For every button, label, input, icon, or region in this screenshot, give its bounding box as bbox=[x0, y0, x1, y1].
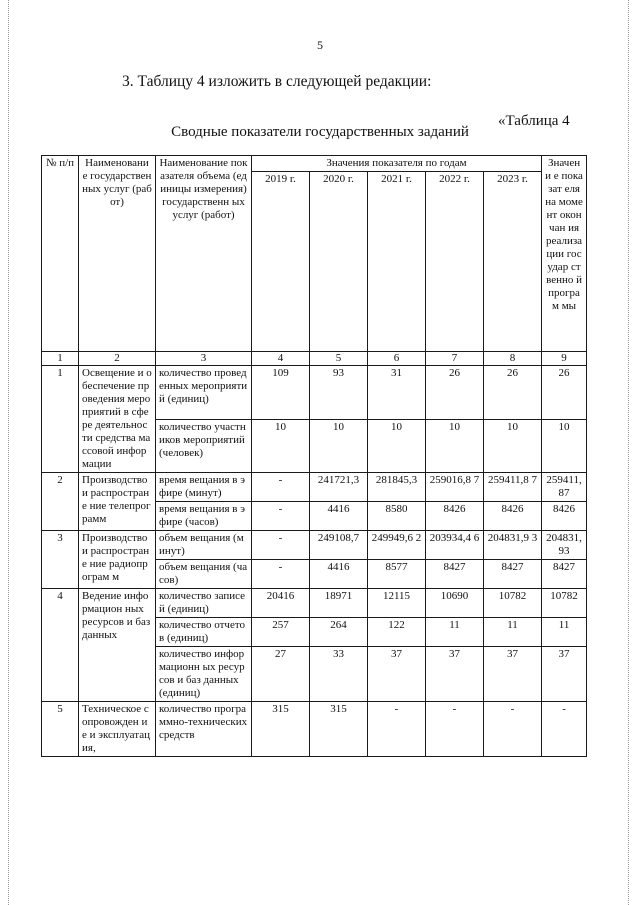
year-value-cell: - bbox=[252, 531, 310, 560]
year-value-cell: 8580 bbox=[368, 502, 426, 531]
indicator-name: объем вещания (минут) bbox=[156, 531, 252, 560]
year-value-cell: 10 bbox=[368, 419, 426, 473]
final-value-cell: 10782 bbox=[542, 589, 587, 618]
year-value-cell: 249108,7 bbox=[310, 531, 368, 560]
table-row bbox=[42, 366, 587, 420]
year-value-cell: 264 bbox=[310, 618, 368, 647]
year-value-cell: 37 bbox=[484, 647, 542, 702]
indicator-name: объем вещания (часов) bbox=[156, 560, 252, 589]
header-year: 2021 г. bbox=[368, 172, 426, 352]
year-value-cell: 93 bbox=[310, 366, 368, 420]
page-number: 5 bbox=[317, 38, 323, 52]
header-year: 2019 г. bbox=[252, 172, 310, 352]
year-value-cell: 315 bbox=[252, 702, 310, 757]
year-value-cell: 122 bbox=[368, 618, 426, 647]
year-value-cell: 8577 bbox=[368, 560, 426, 589]
final-value-cell: 204831, 93 bbox=[542, 531, 587, 560]
year-value-cell: 203934,4 6 bbox=[426, 531, 484, 560]
year-value-cell: 241721,3 bbox=[310, 473, 368, 502]
year-value-cell: 8426 bbox=[426, 502, 484, 531]
year-value-cell: 259411,8 7 bbox=[484, 473, 542, 502]
year-value-cell: 204831,9 3 bbox=[484, 531, 542, 560]
year-value-cell: - bbox=[252, 502, 310, 531]
final-value-cell: 259411, 87 bbox=[542, 473, 587, 502]
column-number: 9 bbox=[542, 352, 587, 366]
year-value-cell: 31 bbox=[368, 366, 426, 420]
year-value-cell: 8426 bbox=[484, 502, 542, 531]
final-value-cell: 37 bbox=[542, 647, 587, 702]
year-value-cell: 26 bbox=[426, 366, 484, 420]
indicator-name: время вещания в эфире (минут) bbox=[156, 473, 252, 502]
year-value-cell: 11 bbox=[426, 618, 484, 647]
table-body bbox=[42, 366, 587, 757]
final-value-cell: 26 bbox=[542, 366, 587, 420]
column-number: 3 bbox=[156, 352, 252, 366]
year-value-cell: 4416 bbox=[310, 560, 368, 589]
final-value-cell: 10 bbox=[542, 419, 587, 473]
year-value-cell: 10 bbox=[484, 419, 542, 473]
indicators-table bbox=[41, 155, 587, 757]
row-number: 5 bbox=[42, 702, 79, 757]
year-value-cell: 8427 bbox=[484, 560, 542, 589]
year-value-cell: 8427 bbox=[426, 560, 484, 589]
column-number-row bbox=[42, 352, 587, 366]
year-value-cell: 37 bbox=[368, 647, 426, 702]
header-num: № п/п bbox=[42, 156, 79, 352]
year-value-cell: - bbox=[484, 702, 542, 757]
indicator-name: количество информационн ых ресурсов и баз данных (единиц) bbox=[156, 647, 252, 702]
year-value-cell: 26 bbox=[484, 366, 542, 420]
row-number: 3 bbox=[42, 531, 79, 589]
column-number: 6 bbox=[368, 352, 426, 366]
column-number: 8 bbox=[484, 352, 542, 366]
column-number: 5 bbox=[310, 352, 368, 366]
final-value-cell: 8426 bbox=[542, 502, 587, 531]
year-value-cell: 249949,6 2 bbox=[368, 531, 426, 560]
year-value-cell: 259016,8 7 bbox=[426, 473, 484, 502]
year-value-cell: 109 bbox=[252, 366, 310, 420]
column-number: 4 bbox=[252, 352, 310, 366]
year-value-cell: - bbox=[252, 560, 310, 589]
row-number: 4 bbox=[42, 589, 79, 702]
year-value-cell: - bbox=[426, 702, 484, 757]
table-row bbox=[42, 702, 587, 757]
year-value-cell: 33 bbox=[310, 647, 368, 702]
year-value-cell: 4416 bbox=[310, 502, 368, 531]
column-number: 7 bbox=[426, 352, 484, 366]
year-value-cell: 20416 bbox=[252, 589, 310, 618]
service-name: Освещение и обеспечение проведения мероприятий в сфере деятельности средства массовой информации bbox=[79, 366, 156, 473]
header-final-value: Значени е показат еля на момент окончан ия реализа ции государ ственно й програм мы bbox=[542, 156, 587, 352]
year-value-cell: 37 bbox=[426, 647, 484, 702]
header-year: 2022 г. bbox=[426, 172, 484, 352]
indicator-name: количество программно-технических средств bbox=[156, 702, 252, 757]
service-name: Техническое сопровожден ие и эксплуатация, bbox=[79, 702, 156, 757]
year-value-cell: 10690 bbox=[426, 589, 484, 618]
row-number: 2 bbox=[42, 473, 79, 531]
year-value-cell: 27 bbox=[252, 647, 310, 702]
header-year: 2020 г. bbox=[310, 172, 368, 352]
indicator-name: количество проведенных мероприятий (единиц) bbox=[156, 366, 252, 420]
year-value-cell: 11 bbox=[484, 618, 542, 647]
table-row bbox=[42, 473, 587, 502]
indicator-name: количество записей (единиц) bbox=[156, 589, 252, 618]
year-value-cell: 315 bbox=[310, 702, 368, 757]
table-row bbox=[42, 531, 587, 560]
year-value-cell: 257 bbox=[252, 618, 310, 647]
header-indicator: Наименование показателя объема (единицы измерения) государственн ых услуг (работ) bbox=[156, 156, 252, 352]
year-value-cell: 18971 bbox=[310, 589, 368, 618]
table-title: Сводные показатели государственных заданий bbox=[171, 124, 469, 140]
indicator-name: количество участников мероприятий (человек) bbox=[156, 419, 252, 473]
header-year: 2023 г. bbox=[484, 172, 542, 352]
table-row bbox=[42, 589, 587, 618]
indicator-name: время вещания в эфире (часов) bbox=[156, 502, 252, 531]
year-value-cell: - bbox=[252, 473, 310, 502]
service-name: Производство и распростране ние телепрограмм bbox=[79, 473, 156, 531]
column-number: 2 bbox=[79, 352, 156, 366]
year-value-cell: 10 bbox=[426, 419, 484, 473]
table-label: «Таблица 4 bbox=[498, 113, 570, 129]
column-number: 1 bbox=[42, 352, 79, 366]
service-name: Производство и распростране ние радиопрограм м bbox=[79, 531, 156, 589]
year-value-cell: 10 bbox=[252, 419, 310, 473]
row-number: 1 bbox=[42, 366, 79, 473]
service-name: Ведение информацион ных ресурсов и баз данных bbox=[79, 589, 156, 702]
year-value-cell: 10782 bbox=[484, 589, 542, 618]
instruction-text: 3. Таблицу 4 изложить в следующей редакции: bbox=[122, 73, 432, 90]
year-value-cell: 10 bbox=[310, 419, 368, 473]
year-value-cell: 281845,3 bbox=[368, 473, 426, 502]
header-years-group: Значения показателя по годам bbox=[252, 156, 542, 172]
year-value-cell: - bbox=[368, 702, 426, 757]
year-value-cell: 12115 bbox=[368, 589, 426, 618]
final-value-cell: - bbox=[542, 702, 587, 757]
final-value-cell: 11 bbox=[542, 618, 587, 647]
header-service: Наименовани е государствен ных услуг (работ) bbox=[79, 156, 156, 352]
final-value-cell: 8427 bbox=[542, 560, 587, 589]
indicator-name: количество отчетов (единиц) bbox=[156, 618, 252, 647]
